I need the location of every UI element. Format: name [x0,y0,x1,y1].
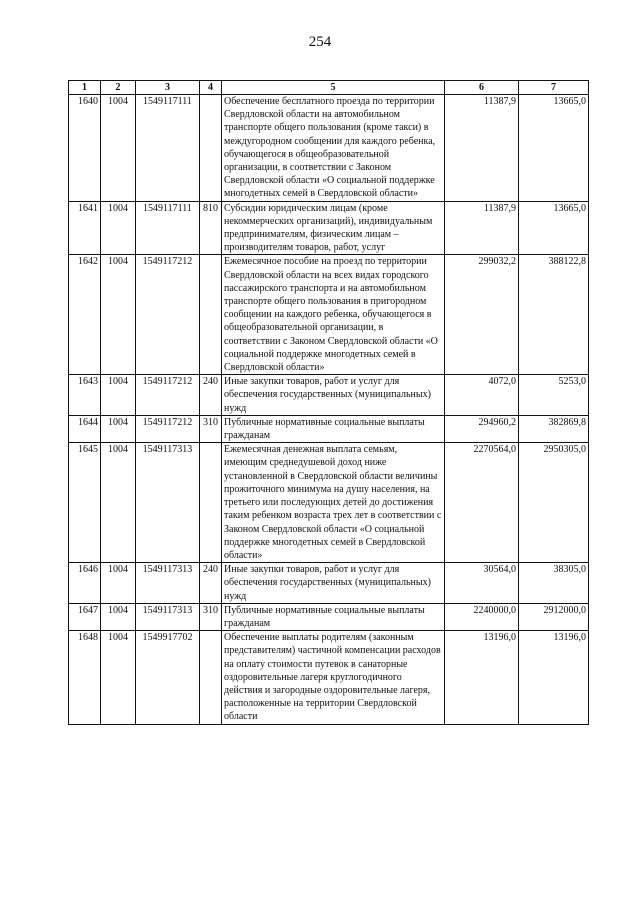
expense-name: Публичные нормативные социальные выплаты гражданам [222,415,445,442]
amount-year-2: 13665,0 [519,95,589,202]
amount-year-1: 30564,0 [445,563,519,604]
expense-type-code: 310 [200,415,222,442]
table-row [69,563,589,604]
amount-year-2: 38305,0 [519,563,589,604]
column-header: 1 [69,81,101,95]
target-article-code: 1549117212 [136,255,200,375]
expense-name: Публичные нормативные социальные выплаты гражданам [222,603,445,630]
amount-year-1: 2270564,0 [445,443,519,563]
amount-year-1: 2240000,0 [445,603,519,630]
amount-year-1: 4072,0 [445,375,519,416]
expense-type-code [200,631,222,724]
amount-year-2: 13196,0 [519,631,589,724]
expense-type-code [200,443,222,563]
row-number: 1646 [69,563,101,604]
budget-table [68,80,589,725]
section-code: 1004 [101,255,136,375]
section-code: 1004 [101,631,136,724]
page-number: 254 [308,34,332,50]
target-article-code: 1549117313 [136,563,200,604]
row-number: 1644 [69,415,101,442]
section-code: 1004 [101,95,136,202]
column-header: 2 [101,81,136,95]
expense-type-code [200,95,222,202]
amount-year-2: 5253,0 [519,375,589,416]
section-code: 1004 [101,563,136,604]
expense-type-code: 810 [200,201,222,255]
row-number: 1645 [69,443,101,563]
section-code: 1004 [101,415,136,442]
target-article-code: 1549117111 [136,95,200,202]
amount-year-2: 13665,0 [519,201,589,255]
column-header: 5 [222,81,445,95]
target-article-code: 1549117313 [136,603,200,630]
amount-year-2: 2912000,0 [519,603,589,630]
table-row [69,415,589,442]
table-row [69,375,589,416]
table-row [69,603,589,630]
row-number: 1647 [69,603,101,630]
target-article-code: 1549117212 [136,375,200,416]
table-row [69,95,589,202]
row-number: 1641 [69,201,101,255]
target-article-code: 1549117313 [136,443,200,563]
column-header: 7 [519,81,589,95]
table-row [69,201,589,255]
amount-year-1: 294960,2 [445,415,519,442]
expense-name: Обеспечение выплаты родителям (законным представителям) частичной компенсации расходов на оплату стоимости путевок в санаторные оздоровительные лагеря круглогодичного действия и загородные оздоровительные лагеря, расположенные на территории Свердловской области [222,631,445,724]
target-article-code: 1549117111 [136,201,200,255]
target-article-code: 1549917702 [136,631,200,724]
target-article-code: 1549117212 [136,415,200,442]
section-code: 1004 [101,443,136,563]
expense-type-code [200,255,222,375]
expense-name: Субсидии юридическим лицам (кроме некоммерческих организаций), индивидуальным предпринимателям, физическим лицам – производителям товаров, работ, услуг [222,201,445,255]
amount-year-1: 11387,9 [445,201,519,255]
row-number: 1643 [69,375,101,416]
row-number: 1640 [69,95,101,202]
amount-year-1: 299032,2 [445,255,519,375]
amount-year-2: 382869,8 [519,415,589,442]
expense-name: Ежемесячное пособие на проезд по территории Свердловской области на всех видах городского пассажирского транспорта и на автомобильном транспорте общего пользования в пригородном сообщении на каждого ребенка, обучающегося в общеобразовательной организации, в соответствии с Законом Свердловской области «О социальной поддержке многодетных семей в Свердловской области» [222,255,445,375]
expense-type-code: 240 [200,375,222,416]
expense-name: Иные закупки товаров, работ и услуг для обеспечения государственных (муниципальных) нужд [222,375,445,416]
section-code: 1004 [101,375,136,416]
expense-name: Иные закупки товаров, работ и услуг для обеспечения государственных (муниципальных) нужд [222,563,445,604]
amount-year-2: 2950305,0 [519,443,589,563]
expense-type-code: 310 [200,603,222,630]
amount-year-1: 13196,0 [445,631,519,724]
amount-year-2: 388122,8 [519,255,589,375]
column-header: 4 [200,81,222,95]
row-number: 1648 [69,631,101,724]
amount-year-1: 11387,9 [445,95,519,202]
row-number: 1642 [69,255,101,375]
table-row [69,255,589,375]
expense-name: Ежемесячная денежная выплата семьям, имеющим среднедушевой доход ниже установленной в Свердловской области величины прожиточного минимума на душу населения, на третьего или последующих детей до достижения таким ребенком возраста трех лет в соответствии с Законом Свердловской области «О социальной поддержке многодетных семей в Свердловской области» [222,443,445,563]
column-header: 3 [136,81,200,95]
table-row [69,631,589,724]
expense-name: Обеспечение бесплатного проезда по территории Свердловской области на автомобильном транспорте общего пользования (кроме такси) в междугородном сообщении для каждого ребенка, обучающегося в общеобразовательной организации, в соответствии с Законом Свердловской области «О социальной поддержке многодетных семей в Свердловской области» [222,95,445,202]
table-header-row [69,81,589,95]
table-row [69,443,589,563]
expense-type-code: 240 [200,563,222,604]
section-code: 1004 [101,603,136,630]
section-code: 1004 [101,201,136,255]
column-header: 6 [445,81,519,95]
